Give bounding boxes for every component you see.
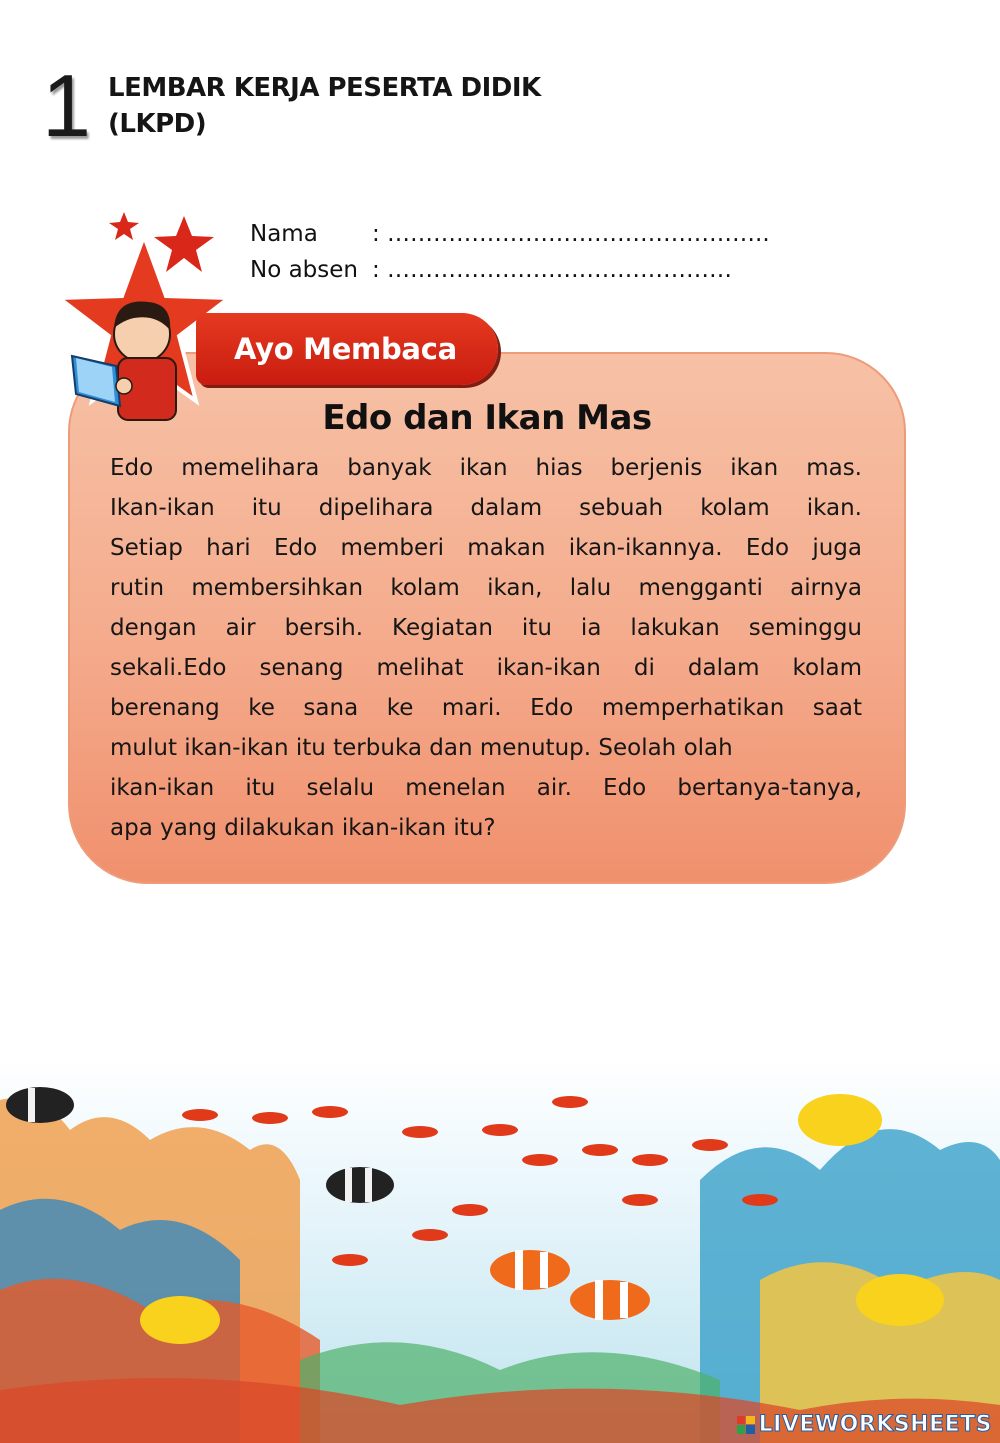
story-line: berenang ke sana ke mari. Edo memperhatikan saat <box>110 695 862 721</box>
story-body <box>110 448 862 848</box>
name-row <box>250 216 770 252</box>
story-line: Edo memelihara banyak ikan hias berjenis ikan mas. <box>110 455 862 481</box>
story-line: Ikan-ikan itu dipelihara dalam sebuah kolam ikan. <box>110 495 862 521</box>
small-star-icon <box>154 216 214 272</box>
page-title-line-1: LEMBAR KERJA PESERTA DIDIK <box>108 73 541 103</box>
liveworksheets-logo[interactable] <box>737 1412 992 1437</box>
liveworksheets-icon <box>737 1416 755 1434</box>
story-line: apa yang dilakukan ikan-ikan itu? <box>110 815 496 841</box>
page-number: 1 <box>42 56 91 155</box>
absen-field[interactable]: : ……………………………………… <box>372 257 733 283</box>
story-line: rutin membersihkan kolam ikan, lalu mengganti airnya <box>110 575 862 601</box>
story-title: Edo dan Ikan Mas <box>322 398 652 438</box>
absen-label: No absen <box>250 257 358 283</box>
story-line: Setiap hari Edo memberi makan ikan-ikannya. Edo juga <box>110 535 862 561</box>
story-line: sekali.Edo senang melihat ikan-ikan di dalam kolam <box>110 655 862 681</box>
banner-label: Ayo Membaca <box>234 332 457 366</box>
name-field[interactable]: : ………………………………………….. <box>372 221 770 247</box>
liveworksheets-text: LIVEWORKSHEETS <box>758 1412 992 1437</box>
coral-reef-illustration <box>0 1060 1000 1443</box>
name-label: Nama <box>250 221 318 247</box>
story-line: ikan-ikan itu selalu menelan air. Edo bertanya-tanya, <box>110 775 862 801</box>
page-title-line-2: (LKPD) <box>108 109 207 139</box>
absen-row <box>250 252 770 288</box>
student-identity <box>250 216 770 288</box>
ayo-membaca-banner <box>196 313 498 385</box>
story-line: dengan air bersih. Kegiatan itu ia lakukan seminggu <box>110 615 862 641</box>
story-line: mulut ikan-ikan itu terbuka dan menutup. Seolah olah <box>110 735 733 761</box>
boy-hand <box>116 378 132 394</box>
page-title <box>108 70 541 142</box>
tiny-star-icon <box>109 212 139 240</box>
